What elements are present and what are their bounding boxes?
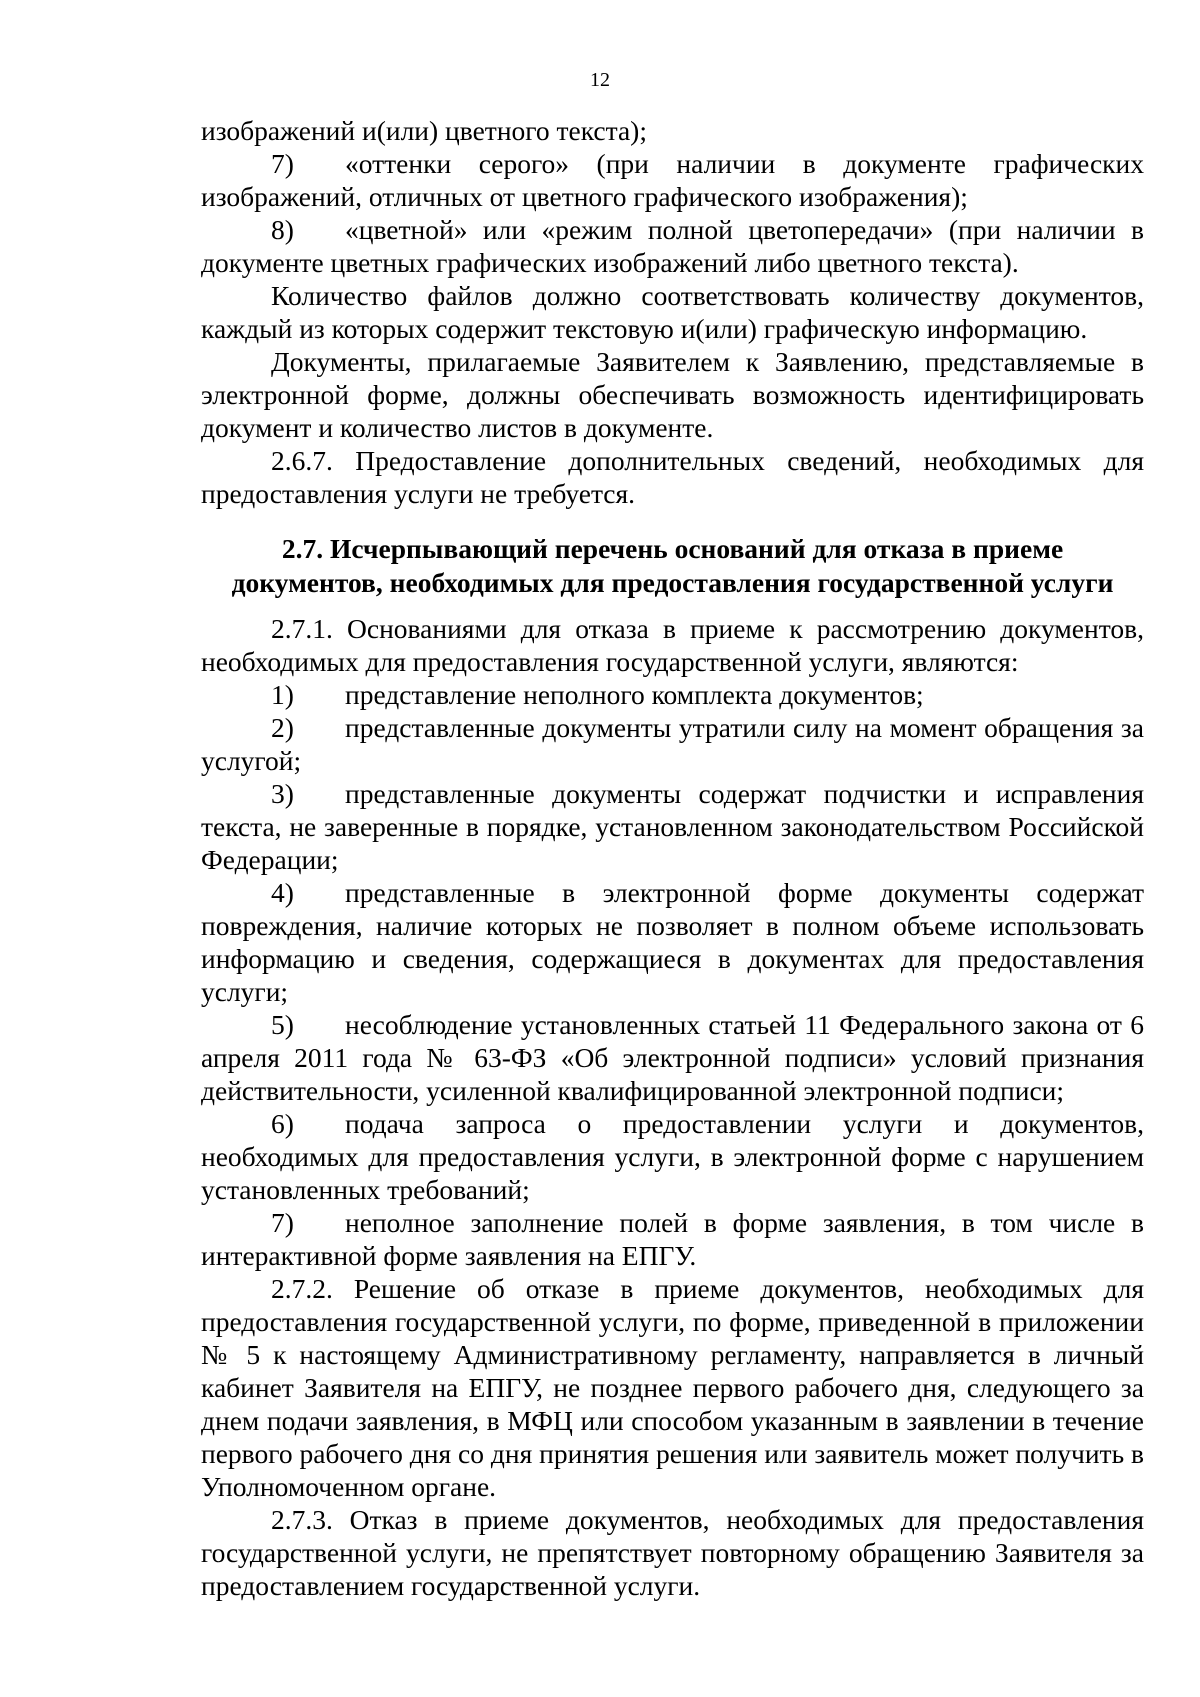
list-item-text: несоблюдение установленных статьей 11 Федерального закона от 6 апреля 2011 года № 63-ФЗ «Об электронной подписи» условий признания действительности, усиленной квалифицированной электронной подписи; (201, 1009, 1144, 1106)
list-item-number: 8) (271, 214, 294, 245)
section-heading-line: 2.7. Исчерпывающий перечень оснований для отказа в приеме (281, 533, 1064, 564)
clause-2-7-2: 2.7.2. Решение об отказе в приеме документов, необходимых для предоставления государственной услуги, по форме, приведенной в приложении № 5 к настоящему Административному регламенту, направляется в личный кабинет Заявителя на ЕПГУ, не позднее первого рабочего дня, следующего за днем подачи заявления, в МФЦ или способом указанным в заявлении в течение первого рабочего дня со дня принятия решения или заявитель может получить в Уполномоченном органе. (201, 1273, 1144, 1502)
list-item-number: 1) (271, 679, 294, 710)
clause-2-7-1: 2.7.1. Основаниями для отказа в приеме к рассмотрению документов, необходимых для предоставления государственной услуги, являются: (201, 613, 1144, 677)
clause-2-6-7: 2.6.7. Предоставление дополнительных сведений, необходимых для предоставления услуги не требуется. (201, 445, 1144, 509)
page-number: 12 (590, 69, 610, 91)
list-item (201, 876, 1144, 1008)
list-item-text: представленные в электронной форме документы содержат повреждения, наличие которых не позволяет в полном объеме использовать информацию и сведения, содержащиеся в документах для предоставления услуги; (201, 877, 1144, 1007)
page-content (201, 114, 1144, 1602)
list-item-text: подача запроса о предоставлении услуги и документов, необходимых для предоставления услуги, в электронной форме с нарушением установленных требований; (201, 1108, 1144, 1205)
list-item-text: представление неполного комплекта документов; (345, 679, 924, 710)
paragraph: Количество файлов должно соответствовать количеству документов, каждый из которых содержит текстовую и(или) графическую информацию. (201, 280, 1144, 344)
continuation-line: изображений и(или) цветного текста); (201, 115, 647, 146)
list-item-number: 2) (271, 712, 294, 743)
list-item-number: 4) (271, 877, 294, 908)
section-heading-line: документов, необходимых для предоставления государственной услуги (231, 567, 1114, 598)
list-item (201, 1008, 1144, 1107)
list-item-text: представленные документы утратили силу на момент обращения за услугой; (201, 712, 1144, 776)
list-item (201, 213, 1144, 279)
paragraph: Документы, прилагаемые Заявителем к Заявлению, представляемые в электронной форме, должны обеспечивать возможность идентифицировать документ и количество листов в документе. (201, 346, 1144, 443)
list-item (201, 711, 1144, 777)
list-item (201, 777, 1144, 876)
list-item-number: 7) (271, 1207, 294, 1238)
list-item-number: 7) (271, 148, 294, 179)
list-item (201, 1107, 1144, 1206)
list-item (201, 147, 1144, 213)
list-item (201, 678, 1144, 711)
list-item-number: 3) (271, 778, 294, 809)
list-item-text: представленные документы содержат подчистки и исправления текста, не заверенные в порядке, установленном законодательством Российской Федерации; (201, 778, 1144, 875)
list-item-number: 6) (271, 1108, 294, 1139)
list-item-number: 5) (271, 1009, 294, 1040)
list-item-text: неполное заполнение полей в форме заявления, в том числе в интерактивной форме заявления на ЕПГУ. (201, 1207, 1144, 1271)
list-item-text: «цветной» или «режим полной цветопередачи» (при наличии в документе цветных графических изображений либо цветного текста). (201, 214, 1144, 278)
list-item (201, 1206, 1144, 1272)
list-item-text: «оттенки серого» (при наличии в документе графических изображений, отличных от цветного графического изображения); (201, 148, 1144, 212)
section-heading (201, 532, 1144, 600)
clause-2-7-3: 2.7.3. Отказ в приеме документов, необходимых для предоставления государственной услуги, не препятствует повторному обращению Заявителя за предоставлением государственной услуги. (201, 1504, 1144, 1601)
